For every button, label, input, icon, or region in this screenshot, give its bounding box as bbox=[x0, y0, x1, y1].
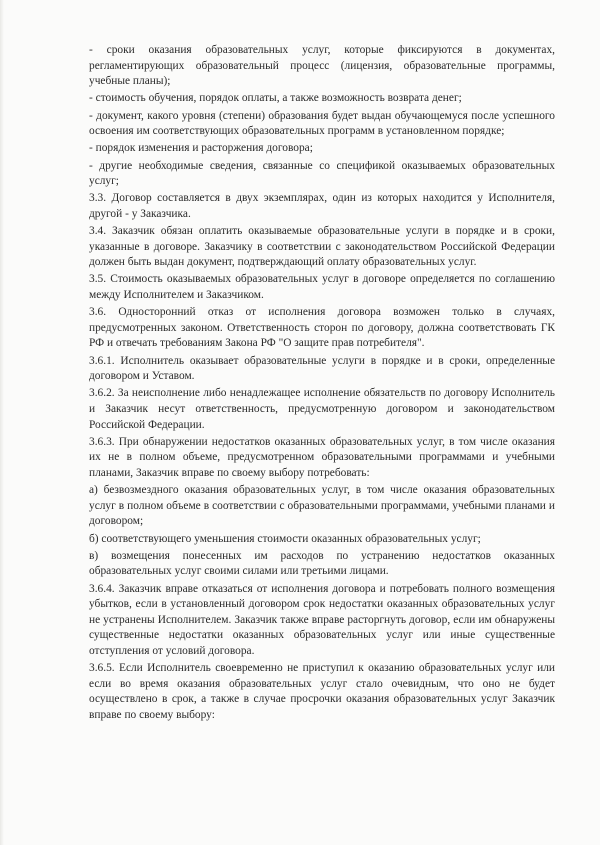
subclause-v: в) возмещения понесенных им расходов по устранению недостатков оказанных образовательных услуг своими силами или третьими лицами. bbox=[89, 549, 555, 578]
clause-3-6-4: 3.6.4. Заказчик вправе отказаться от исполнения договора и потребовать полного возмещения убытков, если в установленный договором срок недостатки оказанных образовательных услуг не устранены Исполнителем. Заказчик также вправе расторгнуть договор, если им обнаружены существенные недостатки оказанных образовательных услуг или иные существенные отступления от условий договора. bbox=[89, 582, 555, 657]
subclause-b: б) соответствующего уменьшения стоимости оказанных образовательных услуг; bbox=[89, 532, 481, 545]
clause-3-6-3: 3.6.3. При обнаружении недостатков оказанных образовательных услуг, в том числе оказания их не в полном объеме, предусмотренном образовательными программами и учебными планами, Заказчик вправе по своему выбору потребовать: bbox=[89, 435, 555, 479]
clause-3-4: 3.4. Заказчик обязан оплатить оказываемые образовательные услуги в порядке и в сроки, указанные в договоре. Заказчику в соответствии с законодательством Российской Федерации должен быть выдан документ, подтверждающий оплату образовательных услуг. bbox=[89, 225, 555, 269]
paragraph-list-item: - сроки оказания образовательных услуг, которые фиксируются в документах, регламентирующих образовательный процесс (лицензия, образовательные программы, учебные планы); bbox=[89, 44, 555, 88]
paragraph-list-item: - порядок изменения и расторжения договора; bbox=[89, 142, 313, 155]
paragraph-list-item: - стоимость обучения, порядок оплаты, а также возможность возврата денег; bbox=[89, 92, 462, 105]
clause-3-6-2: 3.6.2. За неисполнение либо ненадлежащее исполнение обязательств по договору Исполнитель и Заказчик несут ответственность, предусмотренную договором и законодательством Российской Федерации. bbox=[89, 387, 555, 431]
clause-3-6: 3.6. Односторонний отказ от исполнения договора возможен только в случаях, предусмотренных законом. Ответственность сторон по договору, должна соответствовать ГК РФ и отвечать требованиям Закона РФ "О защите прав потребителя". bbox=[89, 306, 555, 350]
clause-3-5: 3.5. Стоимость оказываемых образовательных услуг в договоре определяется по соглашению между Исполнителем и Заказчиком. bbox=[89, 273, 555, 302]
clause-3-6-1: 3.6.1. Исполнитель оказывает образовательные услуги в порядке и в сроки, определенные договором и Уставом. bbox=[89, 354, 555, 383]
scan-edge-shadow bbox=[0, 0, 4, 845]
paragraph-list-item: - документ, какого уровня (степени) образования будет выдан обучающемуся после успешного освоения им соответствующих образовательных программ в установленном порядке; bbox=[89, 109, 555, 138]
document-body bbox=[89, 43, 555, 725]
paragraph-list-item: - другие необходимые сведения, связанные со спецификой оказываемых образовательных услуг; bbox=[89, 159, 555, 188]
clause-3-6-5: 3.6.5. Если Исполнитель своевременно не приступил к оказанию образовательных услуг или если во время оказания образовательных услуг стало очевидным, что оно не будет осуществлено в срок, а также в случае просрочки оказания образовательных услуг Заказчик вправе по своему выбору: bbox=[89, 662, 555, 721]
subclause-a: а) безвозмездного оказания образовательных услуг, в том числе оказания образовательных услуг в полном объеме в соответствии с образовательными программами, учебными планами и договором; bbox=[89, 484, 555, 528]
clause-3-3: 3.3. Договор составляется в двух экземплярах, один из которых находится у Исполнителя, другой - у Заказчика. bbox=[89, 192, 555, 220]
